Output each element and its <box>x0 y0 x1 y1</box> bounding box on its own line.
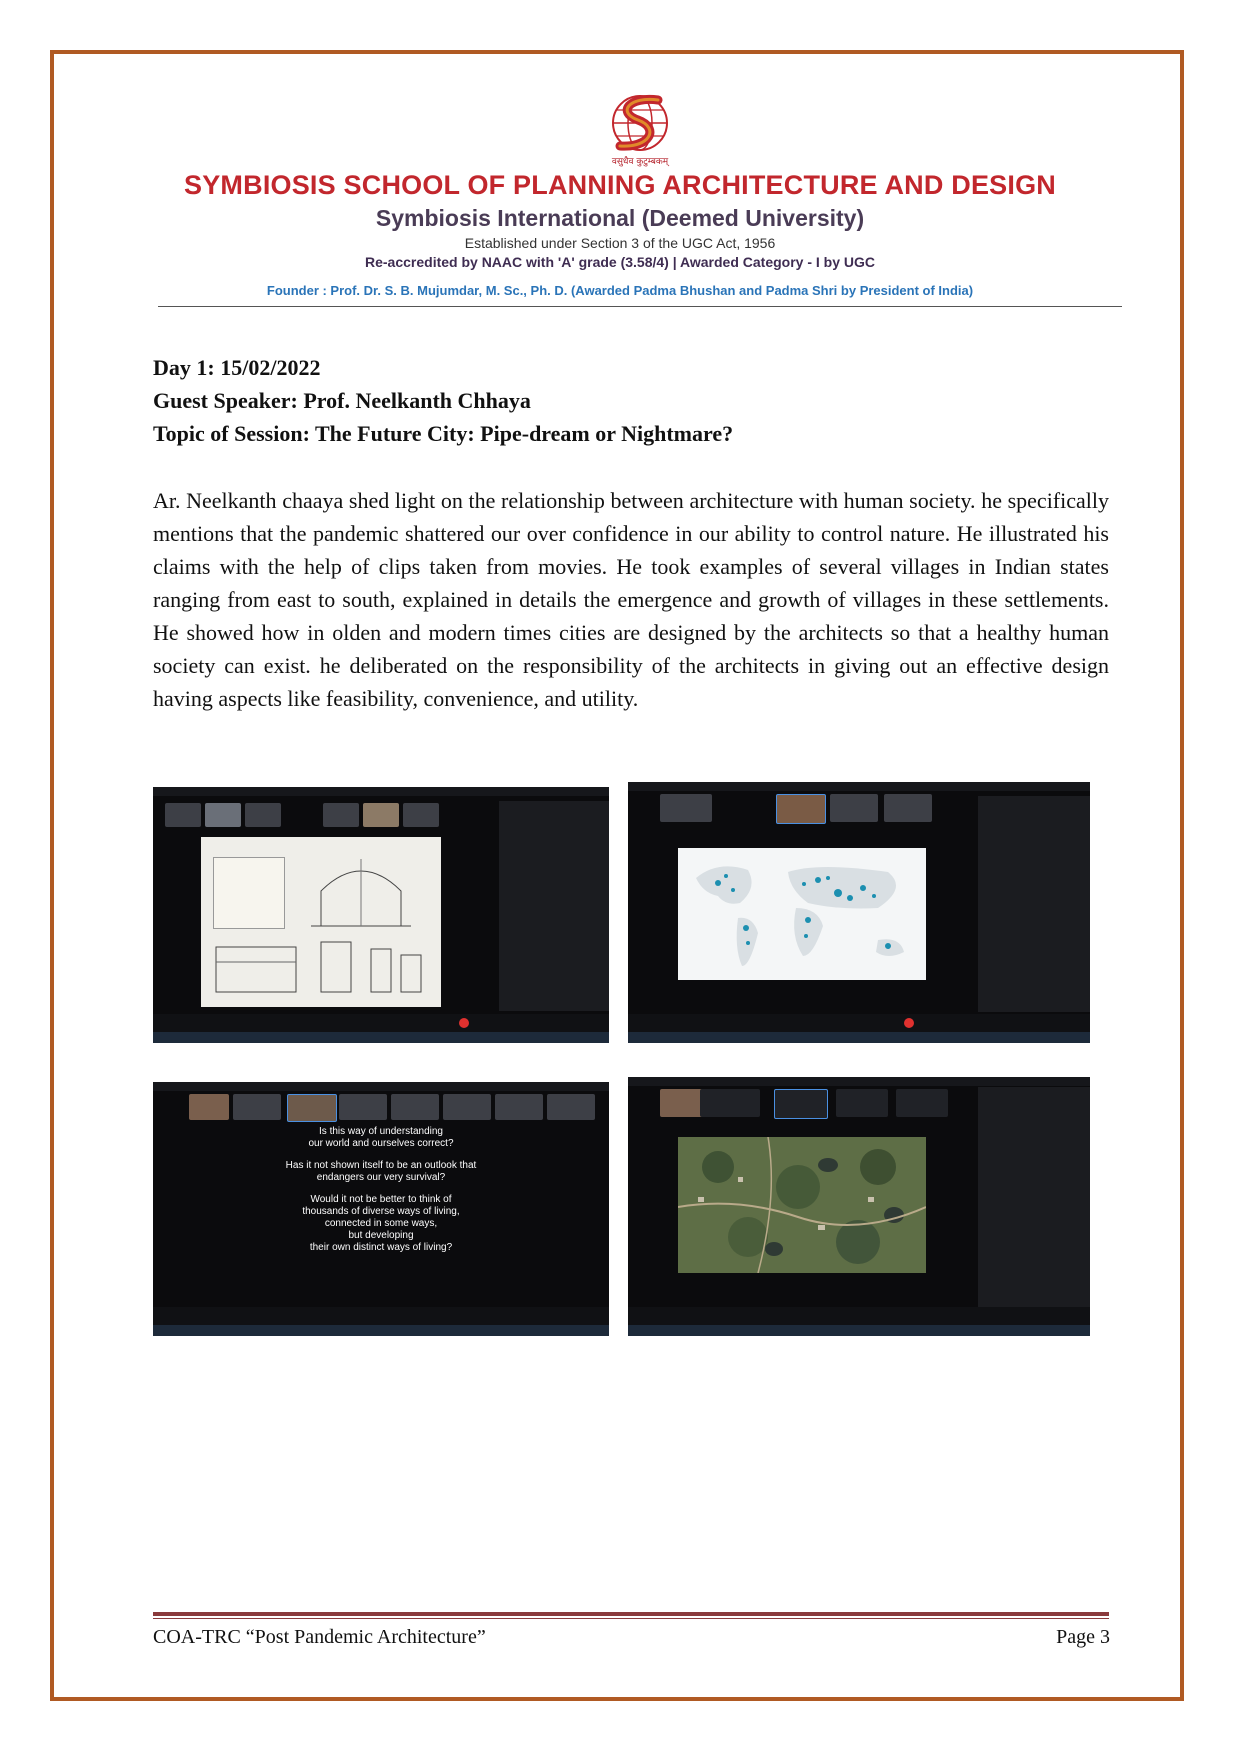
video-tile <box>391 1094 439 1120</box>
established-line: Established under Section 3 of the UGC Act, 1956 <box>464 235 776 251</box>
participants-panel <box>499 801 609 1011</box>
video-tile <box>339 1094 387 1120</box>
video-tile <box>363 803 399 827</box>
guest-speaker: Guest Speaker: Prof. Neelkanth Chhaya <box>153 388 531 413</box>
slide-question: Would it not be better to think of thousands of diverse ways of living, connected in some ways, but developing their own distinct ways of living? <box>302 1194 460 1253</box>
session-summary: Ar. Neelkanth chaaya shed light on the relationship between architecture with human society. he specifically mentions that the pandemic shattered our over confidence in our ability to control nature. He illustrated his claims with the help of clips taken from movies. He took examples of several villages in Indian states ranging from east to south, explained in details the emergence and growth of villages in these settlements. He showed how in olden and modern times cities are designed by the architects so that a healthy human society can exist. he deliberated on the responsibility of the architects in giving out an effective design having aspects like feasibility, convenience, and utility. <box>153 488 1109 711</box>
participants-panel <box>978 796 1090 1012</box>
symbiosis-logo <box>610 92 670 154</box>
video-tile <box>830 794 878 822</box>
video-tile <box>205 803 241 827</box>
os-taskbar <box>628 1325 1090 1336</box>
map-slide <box>678 848 926 980</box>
slide-text <box>223 1126 539 1264</box>
slide-question: Has it not shown itself to be an outlook that endangers our very survival? <box>285 1160 477 1183</box>
video-tile <box>776 794 826 824</box>
os-taskbar <box>628 1032 1090 1043</box>
motto: वसुधैव कुटुम्बकम् <box>611 157 669 167</box>
video-tile <box>700 1089 760 1117</box>
video-tile <box>660 794 712 822</box>
video-tile <box>443 1094 491 1120</box>
founder-line: Founder : Prof. Dr. S. B. Mujumdar, M. Sc., Ph. D. (Awarded Padma Bhushan and Padma Shri by President of India) <box>266 283 974 298</box>
window-titlebar <box>153 1082 609 1091</box>
video-tile <box>774 1089 828 1119</box>
video-tile <box>495 1094 543 1120</box>
leave-icon <box>904 1018 914 1028</box>
video-tile <box>233 1094 281 1120</box>
meeting-controls <box>628 1014 1090 1032</box>
video-tile <box>189 1094 229 1120</box>
video-tile <box>323 803 359 827</box>
chat-panel <box>978 1087 1090 1307</box>
header-divider <box>158 306 1122 307</box>
screenshot-aerial-view <box>628 1077 1090 1336</box>
window-titlebar <box>628 1077 1090 1086</box>
school-name: SYMBIOSIS SCHOOL OF PLANNING ARCHITECTURE AND DESIGN <box>184 170 1056 200</box>
slide-question: Is this way of understanding our world and ourselves correct? <box>308 1126 454 1149</box>
screenshot-question-slide <box>153 1082 609 1336</box>
leave-icon <box>459 1018 469 1028</box>
university-name: Symbiosis International (Deemed University) <box>375 205 865 231</box>
video-tile <box>403 803 439 827</box>
window-titlebar <box>628 782 1090 791</box>
video-tile <box>165 803 201 827</box>
video-tile <box>245 803 281 827</box>
screenshot-drawings-slide <box>153 787 609 1043</box>
video-tile <box>287 1094 337 1122</box>
screenshot-world-map <box>628 782 1090 1043</box>
slide-content <box>201 837 441 1007</box>
meeting-controls <box>628 1307 1090 1325</box>
video-tile <box>836 1089 888 1117</box>
window-titlebar <box>153 787 609 796</box>
video-tile <box>884 794 932 822</box>
os-taskbar <box>153 1325 609 1336</box>
session-day: Day 1: 15/02/2022 <box>153 355 321 380</box>
page-number: Page 3 <box>1056 1626 1110 1648</box>
footer-divider <box>153 1612 1109 1616</box>
meeting-controls <box>153 1014 609 1032</box>
footer-divider-thin <box>153 1618 1109 1619</box>
os-taskbar <box>153 1032 609 1043</box>
video-tile <box>896 1089 948 1117</box>
video-tile <box>547 1094 595 1120</box>
footer-title: COA-TRC “Post Pandemic Architecture” <box>153 1626 486 1648</box>
session-topic: Topic of Session: The Future City: Pipe-dream or Nightmare? <box>153 421 734 446</box>
meeting-controls <box>153 1307 609 1325</box>
satellite-image <box>678 1137 926 1273</box>
accreditation-line: Re-accredited by NAAC with 'A' grade (3.58/4) | Awarded Category - I by UGC <box>364 254 876 270</box>
